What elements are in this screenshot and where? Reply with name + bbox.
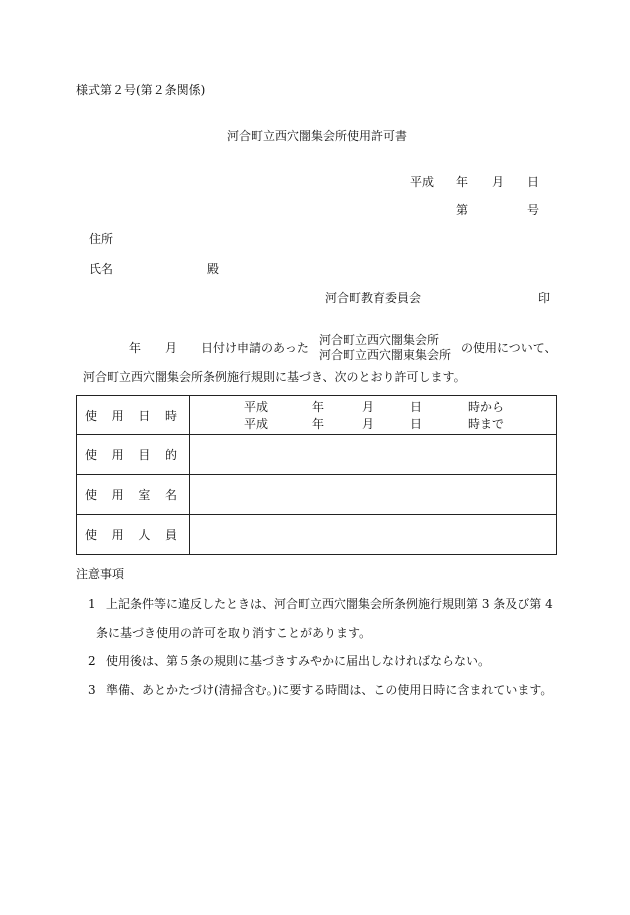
body-month: 月: [165, 341, 178, 355]
row-label-datetime: [77, 407, 189, 424]
label-char: 人: [138, 528, 151, 542]
table-row: [77, 396, 557, 435]
row-label-people: [77, 526, 189, 543]
room-cell: [190, 475, 557, 515]
note-1-line-1: 上記条件等に違反したときは、河合町立西穴闇集会所条例施行規則第 3 条及び第 4: [106, 597, 553, 611]
table-row: [77, 435, 557, 475]
form-number: 様式第２号(第２条関係): [76, 83, 206, 97]
label-char: 使: [85, 488, 98, 502]
label-char: 員: [164, 528, 177, 542]
label-char: 使: [85, 408, 98, 423]
issuer-name: 河合町教育委員会: [325, 291, 422, 305]
honorific: 殿: [207, 262, 220, 276]
label-char: 目: [138, 448, 151, 462]
number-prefix: 第: [456, 203, 469, 217]
datetime-to: [190, 415, 556, 432]
date-day: 日: [527, 175, 540, 189]
facility-option-1: 河合町立西穴闇集会所: [319, 333, 440, 347]
address-label: 住所: [89, 232, 114, 246]
body-dated-application: 日付け申請のあった: [201, 341, 309, 355]
page-title: 河合町立西穴闇集会所使用許可書: [227, 129, 408, 143]
note-2-number: 2: [88, 654, 96, 668]
date-month: 月: [492, 175, 505, 189]
notes-heading: 注意事項: [76, 567, 125, 581]
datetime-cell: [190, 396, 557, 435]
label-char: 使: [85, 528, 98, 542]
table-row: [77, 515, 557, 555]
label-char: 用: [111, 488, 124, 502]
label-char: 使: [85, 448, 98, 462]
seal-mark: 印: [538, 291, 551, 305]
to-month: 月: [362, 417, 375, 431]
label-char: 時: [164, 408, 177, 423]
usage-table: [76, 395, 557, 555]
to-hour: 時まで: [468, 417, 505, 431]
label-char: 室: [138, 488, 151, 502]
to-era: 平成: [244, 417, 269, 431]
to-day: 日: [410, 417, 423, 431]
permit-body-line-2: 河合町立西穴闇集会所条例施行規則に基づき、次のとおり許可します。: [83, 370, 466, 384]
body-year: 年: [129, 341, 142, 355]
note-3: 準備、あとかたづけ(清掃含む。)に要する時間は、この使用日時に含まれています。: [106, 683, 553, 697]
body-regarding-use: の使用について、: [461, 341, 557, 355]
label-char: 日: [138, 408, 151, 423]
date-era: 平成: [410, 175, 435, 189]
label-char: 用: [111, 448, 124, 462]
note-1-line-2: 条に基づき使用の許可を取り消すことがあります。: [96, 626, 372, 640]
facility-option-2: 河合町立西穴闇東集会所: [319, 348, 452, 362]
label-char: 用: [111, 528, 124, 542]
row-label-purpose: [77, 446, 189, 463]
table-row: [77, 475, 557, 515]
from-year: 年: [312, 400, 325, 414]
from-day: 日: [410, 400, 423, 414]
datetime-from: [190, 398, 556, 415]
note-2: 使用後は、第５条の規則に基づきすみやかに届出しなければならない。: [106, 654, 491, 668]
label-char: 的: [164, 448, 177, 462]
from-month: 月: [362, 400, 375, 414]
purpose-cell: [190, 435, 557, 475]
date-year: 年: [456, 175, 469, 189]
number-suffix: 号: [527, 203, 540, 217]
note-1-number: 1: [88, 597, 96, 611]
note-3-number: 3: [88, 683, 96, 697]
to-year: 年: [312, 417, 325, 431]
name-label: 氏名: [89, 262, 114, 276]
label-char: 用: [111, 408, 124, 423]
row-label-room: [77, 486, 189, 503]
label-char: 名: [164, 488, 177, 502]
from-hour: 時から: [468, 400, 505, 414]
from-era: 平成: [244, 400, 269, 414]
people-cell: [190, 515, 557, 555]
